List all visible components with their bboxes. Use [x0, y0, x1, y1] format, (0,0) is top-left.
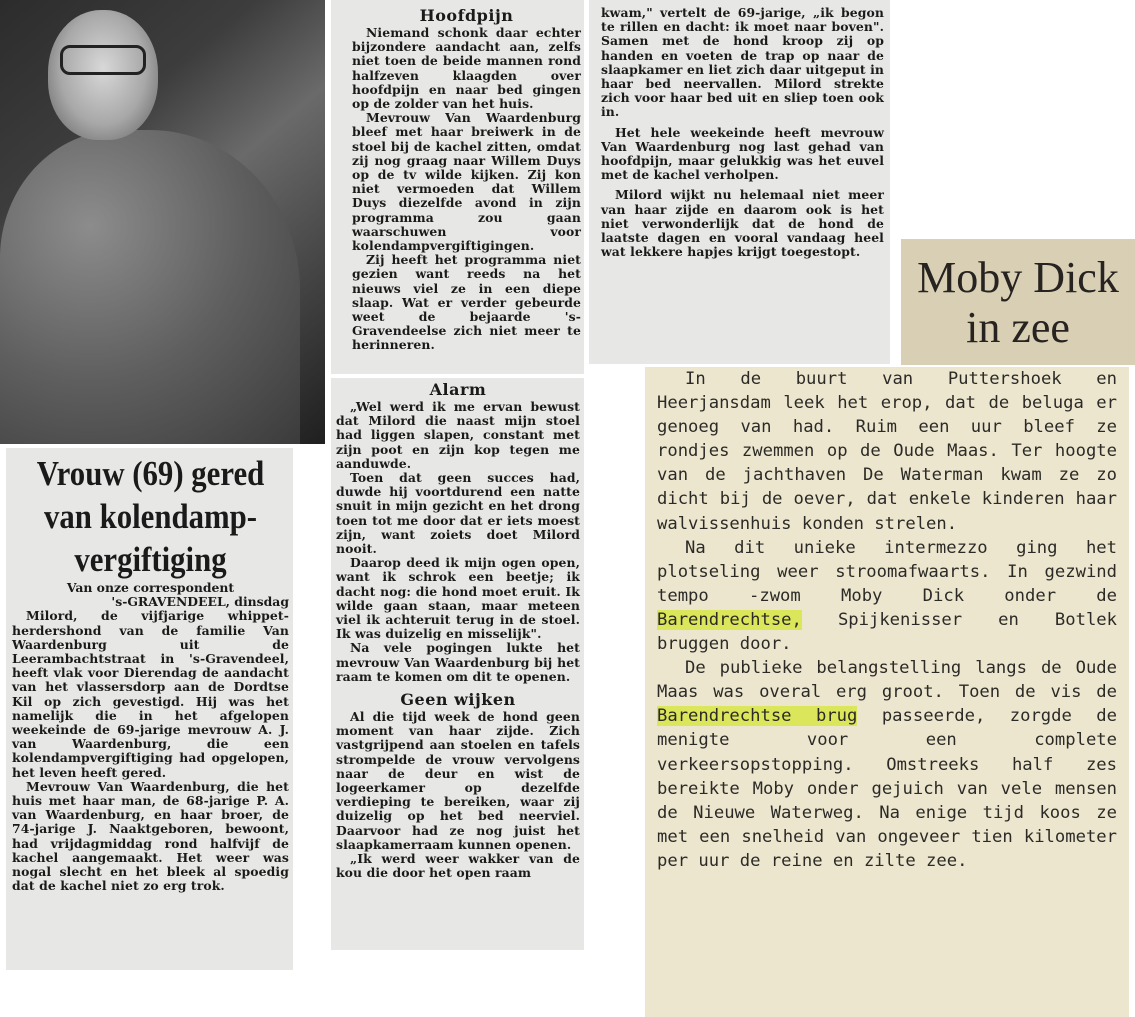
moby-title-line-2: in zee	[966, 303, 1070, 352]
text-run: De publieke belangstelling langs de Oude Maas was overal erg groot. Toen de vis de	[657, 658, 1117, 703]
photo-face-shape	[48, 10, 158, 140]
clipping-alarm	[331, 378, 584, 950]
byline-dateline: 's-GRAVENDEEL, dinsdag	[111, 594, 289, 610]
clipping-continuation	[589, 0, 890, 364]
clipping-moby-article	[645, 367, 1129, 1017]
paragraph: Na vele pogingen lukte het mevrouw Van Waardenburg bij het raam te komen om dit te openen.	[336, 640, 580, 684]
paragraph: Het hele weekeinde heeft mevrouw Van Waardenburg nog last gehad van hoofdpijn, maar gelukkig was het euvel met de kachel verholpen.	[601, 124, 884, 183]
paragraph	[657, 656, 1117, 873]
paragraph: Toen dat geen succes had, duwde hij voortdurend een natte snuit in mijn gezicht en het drong toen tot me door dat er iets moest zijn, want zoiets doet Milord nooit.	[336, 470, 580, 557]
paragraph: Zij heeft het programma niet gezien want reeds na het nieuws viel ze in een diepe slaap. Wat er verder gebeurde weet de bejaarde 's-Gravendeelse zich niet meer te herinneren.	[352, 252, 581, 353]
highlighted-term: Barendrechtse,	[657, 609, 802, 630]
section-heading-alarm: Alarm	[429, 380, 487, 399]
paragraph: Milord wijkt nu helemaal niet meer van haar zijde en daarom ook is het niet verwonderlijk dat de hond de laatste dagen en vooral vandaag heel wat lekkere hapjes krijgt toegestopt.	[601, 187, 884, 260]
paragraph: kwam," vertelt de 69-jarige, „ik begon te rillen en dacht: ik moet naar boven". Samen met de hond kroop zij op handen en voeten de trap op naar de slaapkamer en liet zich daar uitgeput in haar bed neervallen. Milord strekte zich voor haar bed uit en sliep toen ook in.	[601, 5, 884, 120]
highlighted-term: Barendrechtse brug	[657, 706, 858, 727]
headline-line-1: Vrouw (69) gered	[36, 454, 265, 493]
text-run: Spijkenisser en Botlek bruggen door.	[657, 609, 1117, 655]
clipping-moby-title	[901, 239, 1135, 365]
photo-dress-shape	[0, 130, 300, 444]
clipping-hoofdpijn	[331, 0, 584, 374]
paragraph	[657, 536, 1117, 656]
paragraph: Daarop deed ik mijn ogen open, want ik schrok een beetje; ik dacht nog: die hond moet eruit. Ik wilde gaan staan, maar meteen viel ik achteruit terug in de stoel. Ik was duizelig en misselijk".	[336, 555, 580, 642]
section-heading-hoofdpijn: Hoofdpijn	[419, 6, 514, 25]
paragraph: In de buurt van Puttershoek en Heerjansdam leek het erop, dat de beluga er genoeg van had. Ruim een uur bleef ze rondjes zwemmen op de Oude Maas. Ter hoogte van de jachthaven De Waterman kwam ze zo dicht bij de oever, dat enkele kinderen haar walvissenhuis konden strelen.	[657, 369, 1117, 534]
moby-title-line-1: Moby Dick	[917, 253, 1119, 302]
section-heading-geen-wijken: Geen wijken	[400, 690, 516, 710]
paragraph: Mevrouw Van Waardenburg bleef met haar breiwerk in de stoel bij de kachel zitten, omdat zij nog graag naar Willem Duys op de tv wilde kijken. Zij kon niet vermoeden dat Willem Duys diezelfde avond in zijn programma zou gaan waarschuwen voor kolendampvergiftigingen.	[352, 110, 581, 254]
paragraph: Milord, de vijfjarige whippet-herdershond van de familie Van Waardenburg uit de Leerambachtstraat in 's-Gravendeel, heeft vlak voor Dierendag de aandacht van het vlassersdorp aan de Dordtse Kil op zich gevestigd. Hij was het namelijk die in het afgelopen weekeinde de 69-jarige mevrouw A. J. van Waardenburg, die een kolendampvergiftiging had opgelopen, het leven heeft gered.	[12, 608, 289, 780]
paragraph: „Ik werd weer wakker van de kou die door het open raam	[336, 851, 580, 881]
text-run: Na dit unieke intermezzo ging het plotseling weer stroomafwaarts. In gezwind tempo -zwom Moby Dick onder de	[657, 537, 1117, 606]
byline-correspondent: Van onze correspondent	[66, 580, 235, 595]
clipping-main-article	[6, 448, 293, 970]
headline-line-2: van kolendamp-	[43, 497, 258, 536]
headline-line-3: vergiftiging	[74, 540, 227, 579]
glasses-icon	[60, 45, 146, 75]
woman-photo	[0, 0, 325, 444]
paragraph: Niemand schonk daar echter bijzondere aandacht aan, zelfs niet toen de beide mannen rond halfzeven klaagden over hoofdpijn en naar bed gingen op de zolder van het huis.	[352, 25, 581, 112]
paragraph: Al die tijd week de hond geen moment van haar zijde. Zich vastgrijpend aan stoelen en tafels strompelde de vrouw vervolgens naar de deur en wist de logeerkamer op dezelfde verdieping te bereiken, waar zij duizelig op het bed neerviel. Daarvoor had ze nog juist het slaapkamerraam kunnen openen.	[336, 709, 580, 852]
paragraph: „Wel werd ik me ervan bewust dat Milord die naast mijn stoel had liggen slapen, constant met zijn poot en zijn kop tegen me aanduwde.	[336, 399, 580, 471]
paragraph: Mevrouw Van Waardenburg, die het huis met haar man, de 68-jarige P. A. van Waardenburg, en haar broer, de 74-jarige J. Naaktgeboren, bewoont, had vrijdagmiddag rond halfvijf de kachel aangemaakt. Het weer was nogal slecht en het bleek al spoedig dat de kachel niet zo erg trok.	[12, 778, 289, 894]
text-run: passeerde, zorgde de menigte voor een complete verkeersopstopping. Omstreeks half zes bereikte Moby onder gejuich van vele mensen de Nieuwe Waterweg. Na enige tijd koos ze met een snelheid van ongeveer tien kilometer per uur de reine en zilte zee.	[657, 706, 1117, 871]
